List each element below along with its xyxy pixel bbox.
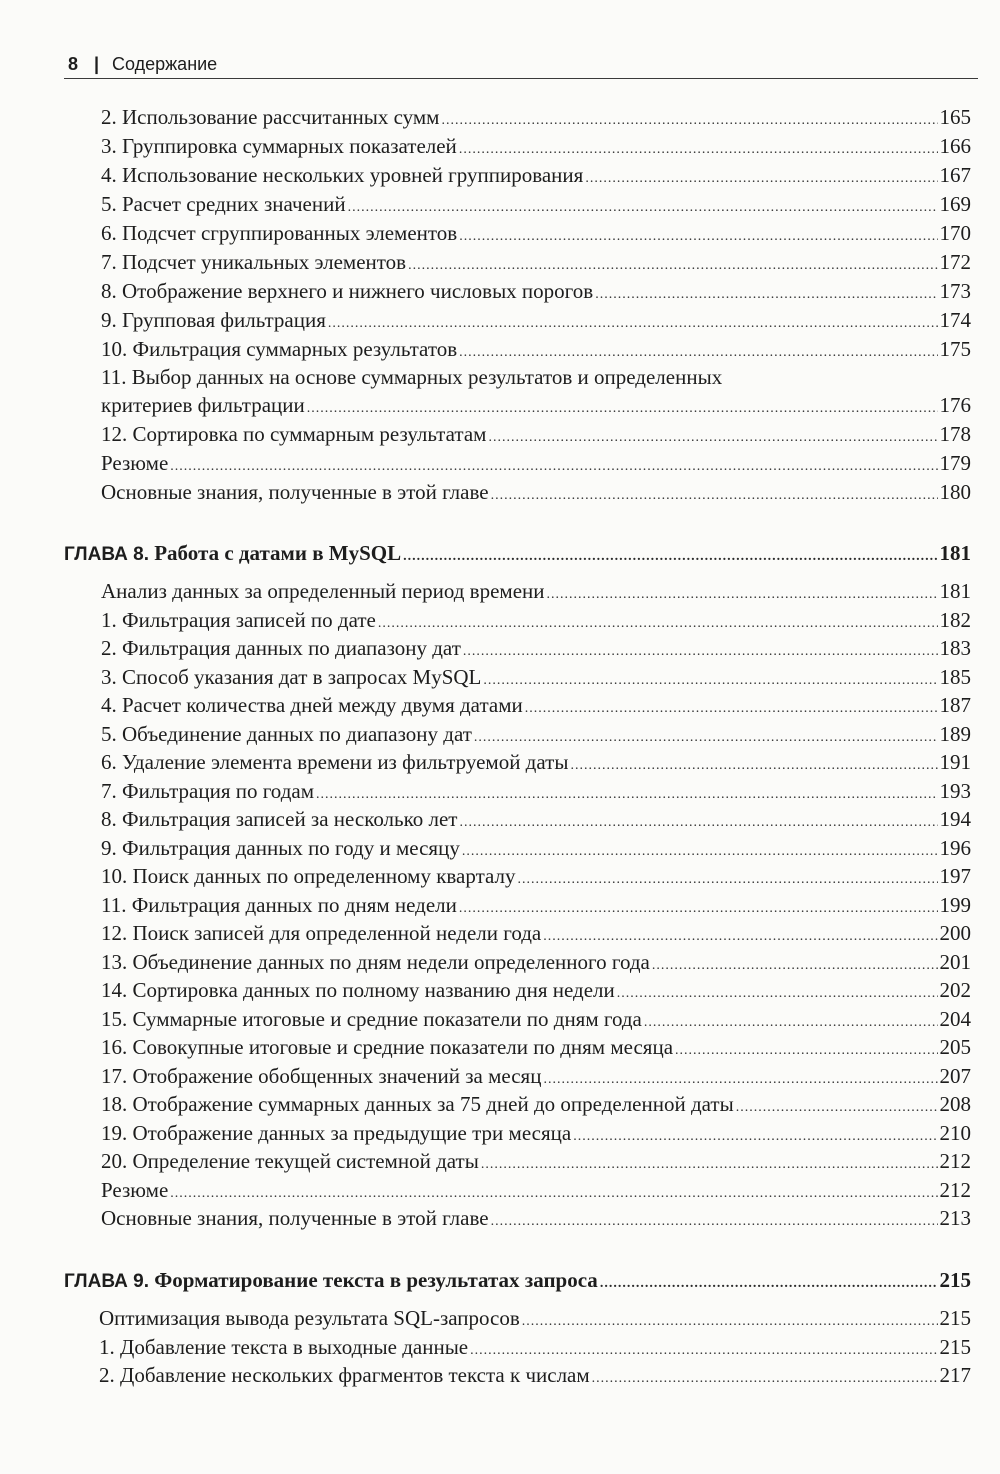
leader-dots — [525, 696, 938, 722]
toc-entry[interactable]: 8. Отображение верхнего и нижнего числовых порогов ..... 173 — [101, 278, 971, 304]
leader-dots — [522, 1309, 938, 1335]
leader-dots — [408, 253, 937, 279]
leader-dots — [675, 1038, 937, 1064]
leader-dots — [617, 981, 938, 1007]
leader-dots — [573, 1124, 937, 1150]
chapter-heading[interactable]: ГЛАВА 8. Работа с датами в MySQL ..... 181 — [64, 540, 971, 566]
leader-dots — [170, 454, 937, 480]
chapter-heading[interactable]: ГЛАВА 9. Форматирование текста в результатах запроса ..... 215 — [64, 1267, 971, 1293]
leader-dots — [592, 1366, 938, 1392]
header-separator: | — [94, 54, 100, 74]
leader-dots — [462, 839, 938, 865]
leader-dots — [403, 544, 937, 570]
leader-dots — [543, 1067, 937, 1093]
leader-dots — [348, 195, 938, 221]
leader-dots — [459, 340, 937, 366]
leader-dots — [459, 224, 937, 250]
toc-entry[interactable]: 11. Фильтрация данных по дням недели ..... 199 — [101, 892, 971, 918]
leader-dots — [652, 953, 938, 979]
leader-dots — [488, 425, 937, 451]
leader-dots — [600, 1271, 938, 1297]
toc-entry[interactable]: 9. Фильтрация данных по году и месяцу ..... 196 — [101, 835, 971, 861]
leader-dots — [547, 582, 938, 608]
toc-entry[interactable]: 2. Фильтрация данных по диапазону дат ..... 183 — [101, 635, 971, 661]
toc-entry[interactable]: 4. Использование нескольких уровней группирования ..... 167 — [101, 162, 971, 188]
toc-entry[interactable]: 7. Фильтрация по годам ..... 193 — [101, 778, 971, 804]
header-title: Содержание — [112, 54, 218, 74]
leader-dots — [378, 611, 938, 637]
toc-entry[interactable]: 9. Групповая фильтрация ..... 174 — [101, 307, 971, 333]
toc-entry[interactable]: 7. Подсчет уникальных элементов ..... 172 — [101, 249, 971, 275]
leader-dots — [491, 1209, 938, 1235]
toc-entry[interactable]: 2. Добавление нескольких фрагментов текста к числам ..... 217 — [99, 1362, 971, 1388]
toc-entry[interactable]: 2. Использование рассчитанных сумм ..... 165 — [101, 104, 971, 130]
leader-dots — [441, 108, 937, 134]
toc-entry[interactable]: 8. Фильтрация записей за несколько лет ..... 194 — [101, 806, 971, 832]
toc-entry[interactable]: 12. Сортировка по суммарным результатам ..... 178 — [101, 421, 971, 447]
toc-entry[interactable]: 3. Группировка суммарных показателей ..... 166 — [101, 133, 971, 159]
leader-dots — [459, 810, 937, 836]
leader-dots — [170, 1181, 937, 1207]
toc-entry[interactable]: Основные знания, полученные в этой главе ..... 213 — [101, 1205, 971, 1231]
leader-dots — [585, 166, 937, 192]
leader-dots — [644, 1010, 938, 1036]
leader-dots — [474, 725, 938, 751]
page-number: 8 — [68, 54, 79, 74]
toc-entry[interactable]: 1. Фильтрация записей по дате ..... 182 — [101, 607, 971, 633]
leader-dots — [543, 924, 937, 950]
toc-entry[interactable]: 5. Объединение данных по диапазону дат ..... 189 — [101, 721, 971, 747]
leader-dots — [483, 668, 937, 694]
leader-dots — [736, 1095, 938, 1121]
toc-entry[interactable]: 1. Добавление текста в выходные данные ..... 215 — [99, 1334, 971, 1360]
leader-dots — [307, 396, 938, 422]
toc-entry[interactable]: 5. Расчет средних значений ..... 169 — [101, 191, 971, 217]
toc-entry[interactable]: 16. Совокупные итоговые и средние показатели по дням месяца ..... 205 — [101, 1034, 971, 1060]
toc-entry[interactable]: 20. Определение текущей системной даты ..... 212 — [101, 1148, 971, 1174]
toc-entry[interactable]: 3. Способ указания дат в запросах MySQL ..... 185 — [101, 664, 971, 690]
running-header — [64, 50, 978, 79]
toc-entry[interactable]: Основные знания, полученные в этой главе ..... 180 — [101, 479, 971, 505]
toc-entry[interactable]: Резюме ..... 212 — [101, 1177, 971, 1203]
leader-dots — [459, 896, 938, 922]
toc-entry[interactable]: 12. Поиск записей для определенной недели года ..... 200 — [101, 920, 971, 946]
toc-entry[interactable]: 18. Отображение суммарных данных за 75 дней до определенной даты ..... 208 — [101, 1091, 971, 1117]
toc-entry[interactable]: 6. Удаление элемента времени из фильтруемой даты ..... 191 — [101, 749, 971, 775]
leader-dots — [463, 639, 938, 665]
toc-entry[interactable]: 13. Объединение данных по дням недели определенного года ..... 201 — [101, 949, 971, 975]
leader-dots — [518, 867, 938, 893]
leader-dots — [595, 282, 937, 308]
toc-entry[interactable]: Анализ данных за определенный период времени ..... 181 — [101, 578, 971, 604]
toc-entry[interactable]: 19. Отображение данных за предыдущие три месяца ..... 210 — [101, 1120, 971, 1146]
leader-dots — [481, 1152, 938, 1178]
leader-dots — [470, 1338, 937, 1364]
leader-dots — [459, 137, 938, 163]
toc-entry[interactable]: 10. Фильтрация суммарных результатов ..... 175 — [101, 336, 971, 362]
toc-entry[interactable]: Резюме ..... 179 — [101, 450, 971, 476]
toc-entry[interactable]: 17. Отображение обобщенных значений за месяц ..... 207 — [101, 1063, 971, 1089]
leader-dots — [570, 753, 937, 779]
toc-entry[interactable]: 10. Поиск данных по определенному кварталу ..... 197 — [101, 863, 971, 889]
toc-entry[interactable]: критериев фильтрации ..... 176 — [101, 392, 971, 418]
toc-entry[interactable]: 15. Суммарные итоговые и средние показатели по дням года ..... 204 — [101, 1006, 971, 1032]
toc-entry[interactable]: 4. Расчет количества дней между двумя датами ..... 187 — [101, 692, 971, 718]
toc-entry[interactable]: 6. Подсчет сгруппированных элементов ..... 170 — [101, 220, 971, 246]
toc-entry[interactable]: 14. Сортировка данных по полному названию дня недели ..... 202 — [101, 977, 971, 1003]
toc-entry[interactable]: Оптимизация вывода результата SQL-запросов ..... 215 — [99, 1305, 971, 1331]
toc-entry-line1: 11. Выбор данных на основе суммарных результатов и определенных — [101, 365, 723, 389]
leader-dots — [316, 782, 938, 808]
leader-dots — [491, 483, 938, 509]
leader-dots — [328, 311, 938, 337]
